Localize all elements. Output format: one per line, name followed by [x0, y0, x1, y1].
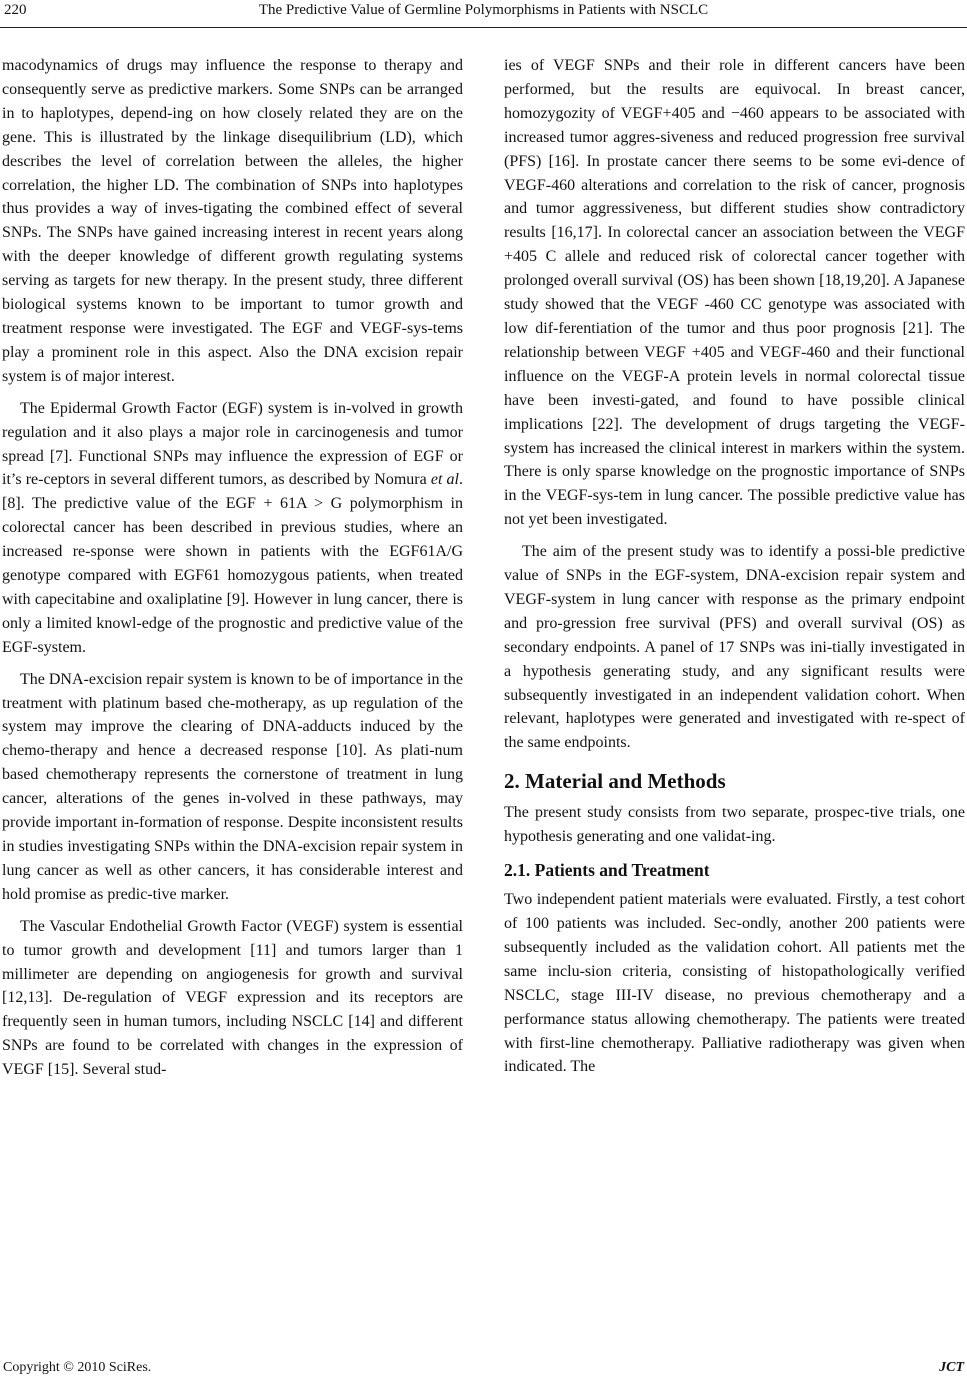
running-title: The Predictive Value of Germline Polymorphisms in Patients with NSCLC — [258, 2, 709, 18]
paragraph-egf-system — [2, 397, 463, 660]
egf-text-end: . [8]. The predictive value of the EGF + 61A > G polymorphism in colorectal cancer has been described in previous studies, where an increased re-sponse were shown in patients with the EGF61A/G genotype compared with EGF61 homozygous patients, when treated with capecitabine and oxaliplatine [9]. However in lung cancer, there is only a limited knowl-edge of the prognostic and predictive value of the EGF-system. — [2, 471, 463, 656]
et-al: et al — [430, 471, 459, 489]
journal-abbreviation: JCT — [939, 1360, 964, 1375]
egf-text-start: The Epidermal Growth Factor (EGF) system is in-volved in growth regulation and it also plays a major role in carcinogenesis and tumor spread [7]. Functional SNPs may influence the expression of EGF or it’s re-ceptors in several different tumors, as described by Nomura — [2, 399, 463, 489]
page-footer — [0, 1360, 967, 1384]
paragraph-dna-repair: The DNA-excision repair system is known to be of importance in the treatment with platinum based che-motherapy, as up regulation of the system may improve the clearing of DNA-adducts induced by the chemo-therapy and hence a decreased response [10]. As plati-num based chemotherapy represents the cornerstone of treatment in lung cancer, alterations of the genes in-volved in these pathways, may provide important in-formation of response. Despite inconsistent results in studies investigating SNPs within the DNA-excision repair system in lung cancer as well as other cancers, it has considerable interest and hold promise as predic-tive marker. — [2, 670, 463, 903]
copyright-notice: Copyright © 2010 SciRes. — [3, 1360, 152, 1375]
paragraph-study-aim: The aim of the present study was to identify a possi-ble predictive value of SNPs in the EGF-system, DNA-excision repair system and VEGF-system in lung cancer with response as the primary endpoint and pro-gression free survival (PFS) and overall survival (OS) as secondary endpoints. A panel of 17 SNPs was ini-tially investigated in a hypothesis generating study, and any significant results were subsequently investigated in an independent validation cohort. When relevant, haplotypes were generated and investigated with re-spect of the same endpoints. — [504, 543, 965, 752]
running-head — [0, 0, 967, 30]
paragraph-vegf-continuation: ies of VEGF SNPs and their role in different cancers have been performed, but the results are equivocal. In breast cancer, homozygozity of VEGF+405 and −460 appears to be associated with increased tumor aggres-siveness and reduced progression free survival (PFS) [16]. In prostate cancer there seems to be some evi-dence of VEGF-460 alterations and correlation to the risk of cancer, prognosis and tumor aggressiveness, but different studies show contradictory results [16,17]. In colorectal cancer an association between the VEGF +405 C allele and reduced risk of colorectal cancer together with prolonged overall survival (OS) has been shown [18,19,20]. A Japanese study showed that the VEGF -460 CC genotype was associated with low dif-ferentiation of the tumor and thus poor prognosis [21]. The relationship between VEGF +405 and VEGF-460 and their functional influence on the VEGF-A protein levels in normal colorectal tissue have been investi-gated, and found to have possible clinical implications [22]. The development of drugs targeting the VEGF-system has increased the clinical interest in markers within the system. There is only sparse knowledge on the prognostic importance of SNPs in the VEGF-sys-tem in lung cancer. The possible predictive value has not yet been investigated. — [504, 57, 965, 529]
header-divider — [0, 27, 967, 28]
paragraph-continuation: macodynamics of drugs may influence the response to therapy and consequently serve as predictive markers. Some SNPs can be arranged in to haplotypes, depend-ing on how closely related they are on the gene. This is illustrated by the linkage disequilibrium (LD), which describes the level of correlation between the alleles, the higher correlation, the higher LD. The combination of SNPs into haplotypes thus provides a way of inves-tigating the combined effect of several SNPs. The SNPs have gained increasing interest in recent years along with the deeper knowledge of different growth regulating systems serving as targets for new therapy. In the present study, three different biological systems known to be important to tumor growth and treatment response were investigated. The EGF and VEGF-sys-tems play a prominent role in this aspect. Also the DNA excision repair system is of major interest. — [2, 57, 463, 385]
paragraph-methods-intro: The present study consists from two separate, prospec-tive trials, one hypothesis generating and one validat-ing. — [504, 804, 965, 846]
left-column — [2, 54, 463, 1082]
paragraph-patients: Two independent patient materials were evaluated. Firstly, a test cohort of 100 patients was included. Sec-ondly, another 200 patients were subsequently included as the validation cohort. All patients met the same inclu-sion criteria, consisting of histopathologically verified NSCLC, stage III-IV disease, no previous chemotherapy and a performance status allowing chemotherapy. The patients were treated with first-line chemotherapy. Palliative radiotherapy was given when indicated. The — [504, 891, 965, 1076]
right-column — [504, 54, 965, 1079]
subsection-heading: 2.1. Patients and Treatment — [504, 860, 710, 881]
page-number: 220 — [4, 2, 27, 18]
paragraph-vegf-system: The Vascular Endothelial Growth Factor (VEGF) system is essential to tumor growth and development [11] and tumors larger than 1 millimeter are depending on angiogenesis for growth and survival [12,13]. De-regulation of VEGF expression and its receptors are frequently seen in human tumors, including NSCLC [14] and different SNPs are found to be correlated with changes in the expression of VEGF [15]. Several stud- — [2, 917, 463, 1079]
section-heading: 2. Material and Methods — [504, 769, 726, 794]
